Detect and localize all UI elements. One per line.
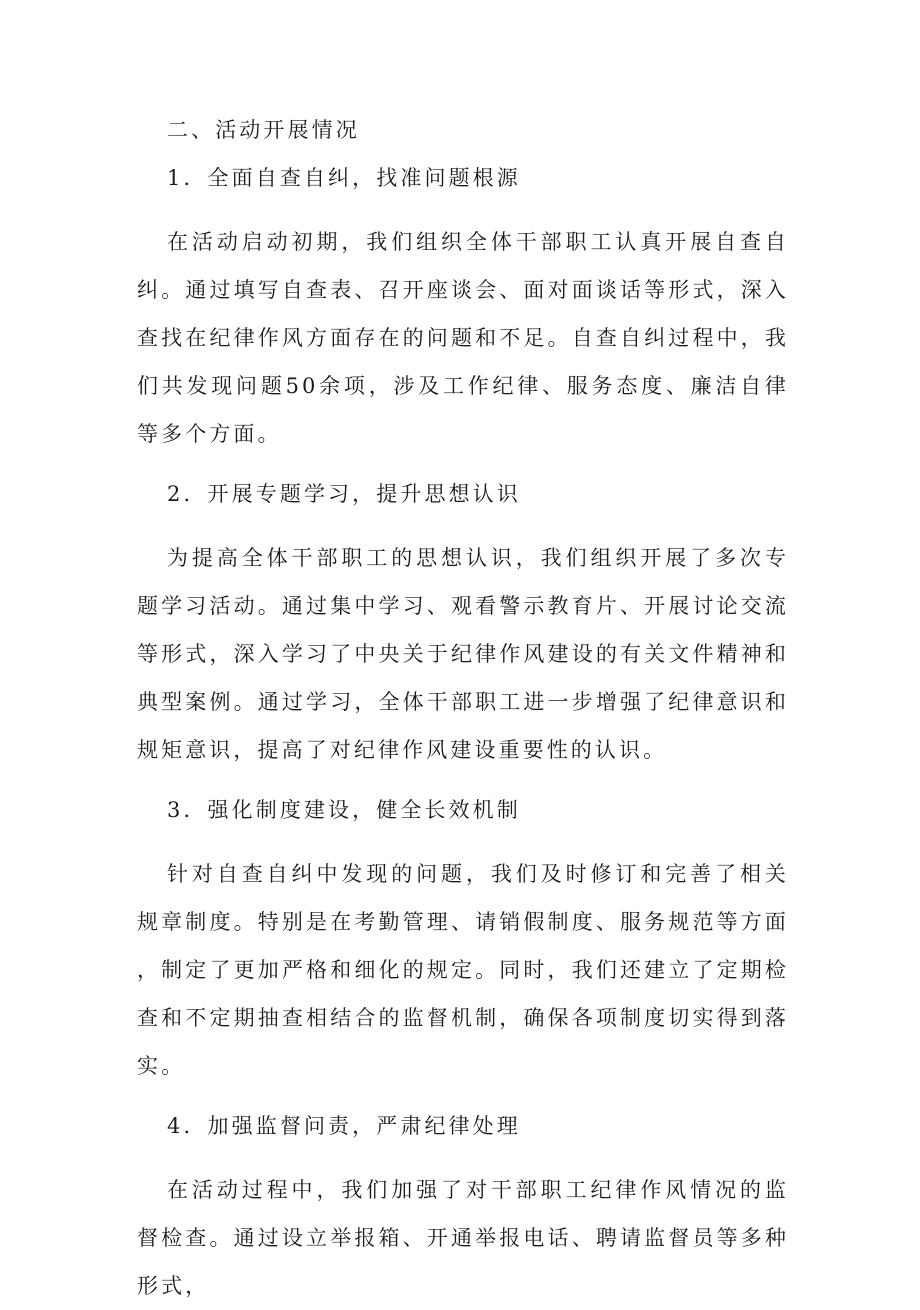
item-paragraph-2: 为提高全体干部职工的思想认识，我们组织开展了多次专题学习活动。通过集中学习、观看警示教育片、开展讨论交流等形式，深入学习了中央关于纪律作风建设的有关文件精神和典型案例。通过学习，全体干部职工进一步增强了纪律意识和规矩意识，提高了对纪律作风建设重要性的认识。 [137, 546, 789, 762]
section-title: 二、活动开展情况 [167, 118, 360, 142]
item-heading-1: 1．全面自查自纠，找准问题根源 [167, 166, 521, 190]
item-heading-4: 4．加强监督问责，严肃纪律处理 [167, 1114, 521, 1138]
item-paragraph-3: 针对自查自纠中发现的问题，我们及时修订和完善了相关规章制度。特别是在考勤管理、请销假制度、服务规范等方面，制定了更加严格和细化的规定。同时，我们还建立了定期检查和不定期抽查相结合的监督机制，确保各项制度切实得到落实。 [137, 862, 789, 1078]
document-body [137, 106, 789, 1310]
item-heading-2: 2．开展专题学习，提升思想认识 [167, 482, 521, 506]
item-paragraph-4: 在活动过程中，我们加强了对干部职工纪律作风情况的监督检查。通过设立举报箱、开通举报电话、聘请监督员等多种形式， [137, 1178, 789, 1298]
item-heading-3: 3．强化制度建设，健全长效机制 [167, 798, 521, 822]
item-paragraph-1: 在活动启动初期，我们组织全体干部职工认真开展自查自纠。通过填写自查表、召开座谈会、面对面谈话等形式，深入查找在纪律作风方面存在的问题和不足。自查自纠过程中，我们共发现问题50余项，涉及工作纪律、服务态度、廉洁自律等多个方面。 [137, 230, 789, 446]
